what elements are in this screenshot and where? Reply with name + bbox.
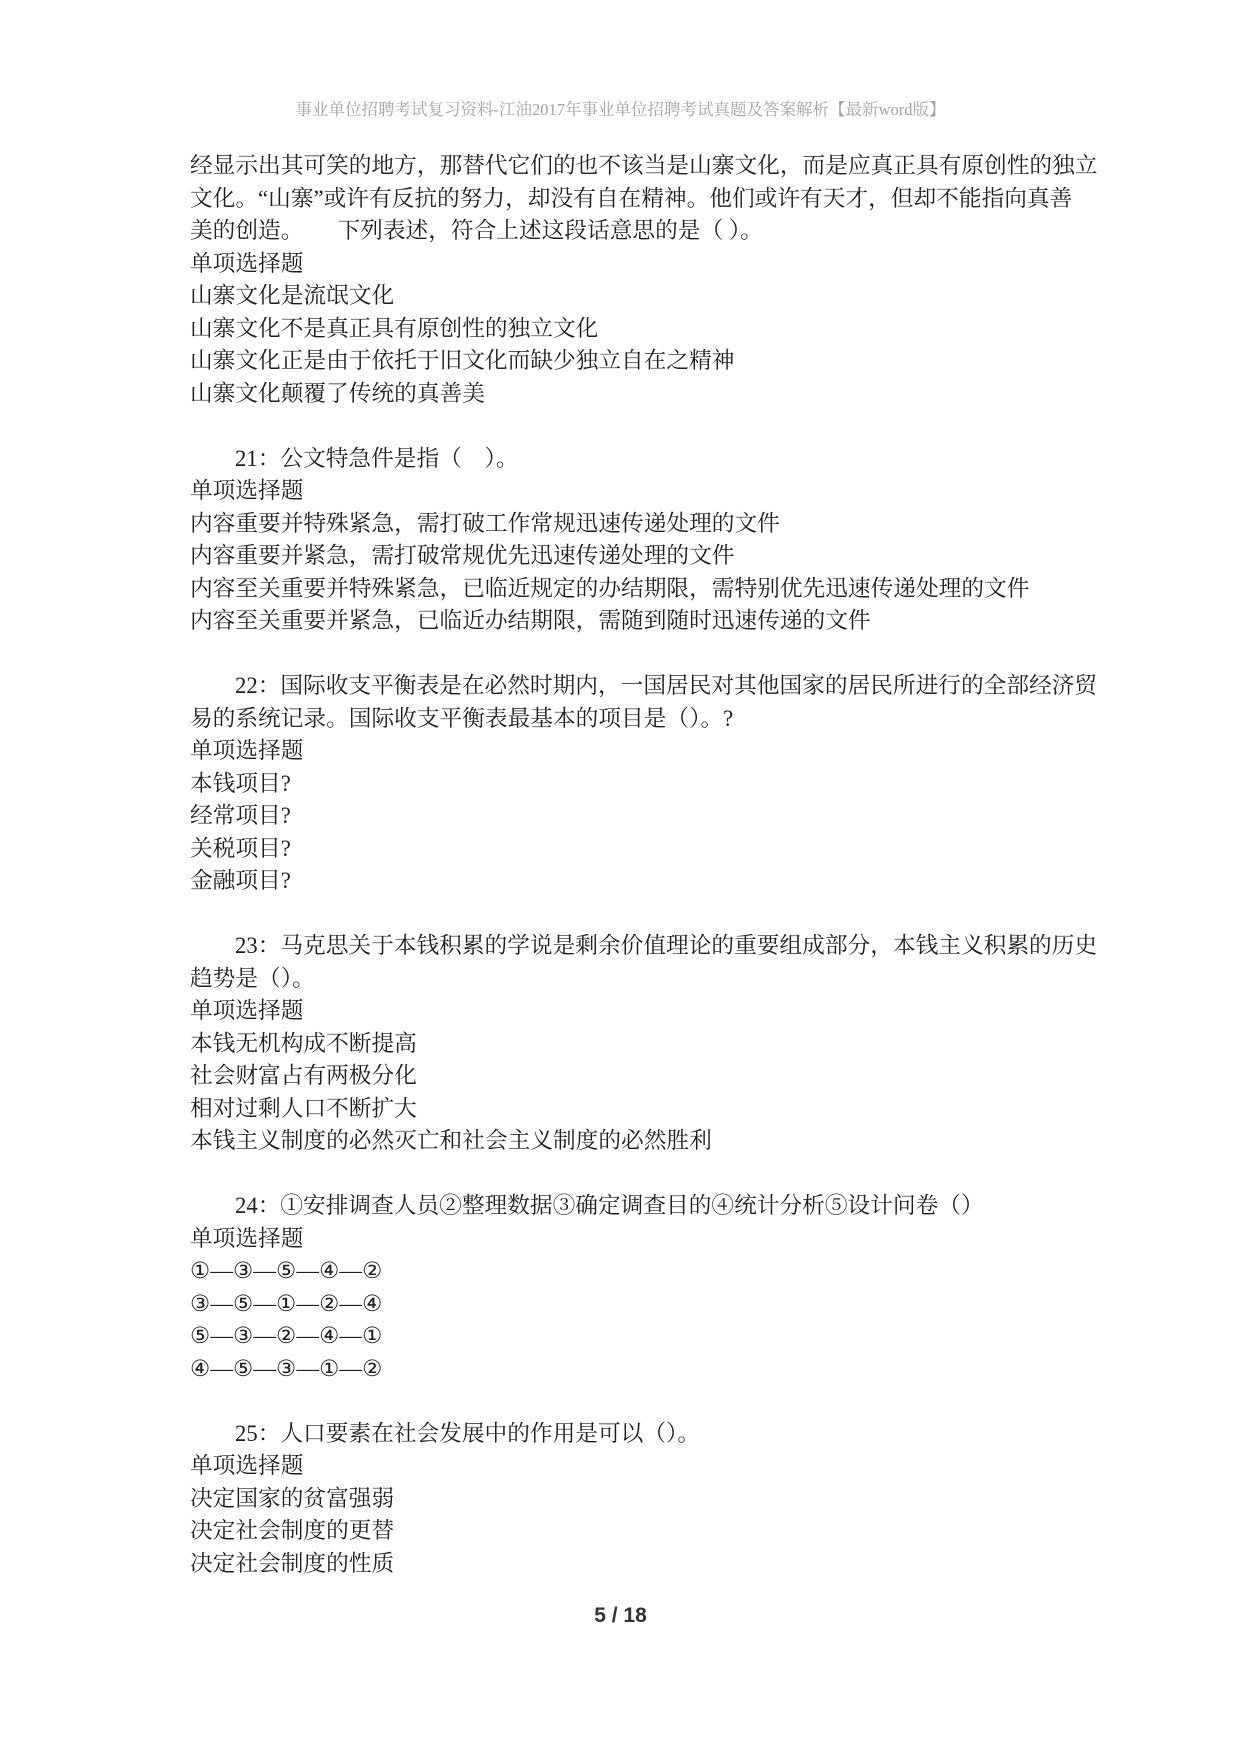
option-text: 本钱项目?	[190, 770, 291, 796]
stem-line: 易的系统记录。国际收支平衡表最基本的项目是（）。?	[190, 705, 734, 731]
option-text: 山寨文化不是真正具有原创性的独立文化	[190, 315, 599, 341]
stem-line: 21：公文特急件是指（ ）。	[235, 445, 519, 471]
question-type: 单项选择题	[190, 1225, 304, 1251]
question-block	[190, 1418, 1120, 1581]
option-text: 决定社会制度的更替	[190, 1518, 395, 1543]
question-type: 单项选择题	[190, 250, 304, 276]
option-text: 经常项目?	[190, 803, 291, 828]
stem-line: 25：人口要素在社会发展中的作用是可以（）。	[235, 1420, 701, 1446]
stem-line: 趋势是（）。	[190, 965, 315, 991]
option-text: 内容重要并紧急，需打破常规优先迅速传递处理的文件	[190, 543, 735, 568]
question-type: 单项选择题	[190, 738, 304, 763]
page-content	[190, 150, 1120, 1580]
option-text: ③—⑤—①—②—④	[190, 1290, 383, 1316]
option-text: 山寨文化颠覆了传统的真善美	[190, 380, 485, 406]
question-type: 单项选择题	[190, 1453, 304, 1478]
option-text: 山寨文化是流氓文化	[190, 283, 395, 308]
stem-line: 22：国际收支平衡表是在必然时期内，一国居民对其他国家的居民所进行的全部经济贸	[235, 673, 1098, 698]
option-text: 决定社会制度的性质	[190, 1550, 395, 1576]
question-block	[190, 930, 1120, 1158]
question-block	[190, 150, 1120, 410]
question-type: 单项选择题	[190, 478, 304, 503]
stem-line: 美的创造。 下列表述，符合上述这段话意思的是（ ）。	[190, 218, 763, 243]
question-block	[190, 443, 1120, 638]
stem-line: 24：①安排调查人员②整理数据③确定调查目的④统计分析⑤设计问卷（）	[235, 1193, 984, 1218]
stem-line: 23：马克思关于本钱积累的学说是剩余价值理论的重要组成部分，本钱主义积累的历史	[235, 933, 1098, 958]
option-text: 山寨文化正是由于依托于旧文化而缺少独立自在之精神	[190, 348, 735, 373]
option-text: 本钱主义制度的必然灭亡和社会主义制度的必然胜利	[190, 1128, 712, 1153]
option-text: 内容重要并特殊紧急，需打破工作常规迅速传递处理的文件	[190, 510, 780, 536]
option-text: 金融项目?	[190, 868, 291, 893]
option-text: 社会财富占有两极分化	[190, 1063, 417, 1088]
page-number: 5 / 18	[594, 1604, 647, 1627]
option-text: ①—③—⑤—④—②	[190, 1258, 383, 1283]
option-text: 关税项目?	[190, 835, 291, 861]
question-type: 单项选择题	[190, 998, 304, 1023]
question-block	[190, 670, 1120, 898]
question-block	[190, 1190, 1120, 1385]
stem-line: 文化。“山寨”或许有反抗的努力，却没有自在精神。他们或许有天才，但却不能指向真善	[190, 185, 1073, 211]
option-text: 内容至关重要并特殊紧急，已临近规定的办结期限，需特别优先迅速传递处理的文件	[190, 575, 1030, 601]
stem-line: 经显示出其可笑的地方，那替代它们的也不该当是山寨文化，而是应真正具有原创性的独立	[190, 153, 1098, 178]
option-text: 决定国家的贫富强弱	[190, 1485, 395, 1511]
page-header: 事业单位招聘考试复习资料-江油2017年事业单位招聘考试真题及答案解析【最新word版】	[295, 100, 946, 119]
option-text: 相对过剩人口不断扩大	[190, 1095, 417, 1121]
option-text: ⑤—③—②—④—①	[190, 1323, 383, 1348]
option-text: 内容至关重要并紧急，已临近办结期限，需随到随时迅速传递的文件	[190, 608, 871, 633]
option-text: 本钱无机构成不断提高	[190, 1030, 417, 1056]
option-text: ④—⑤—③—①—②	[190, 1355, 383, 1381]
